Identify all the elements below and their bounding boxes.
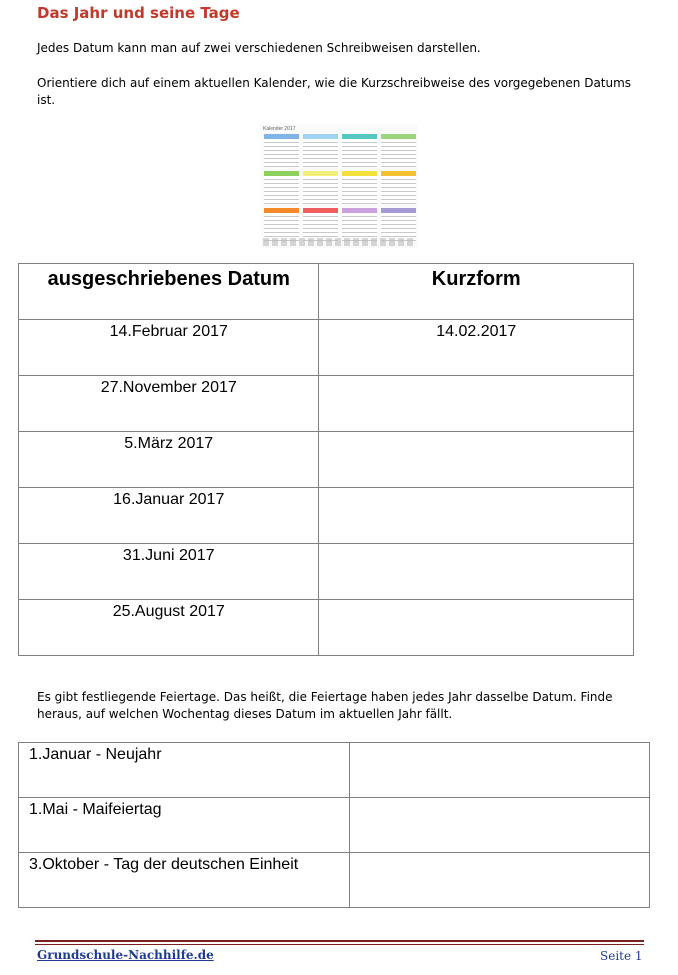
holiday-cell: 3.Oktober - Tag der deutschen Einheit — [19, 853, 350, 908]
calendar-month-block — [342, 171, 377, 204]
footer-site-link[interactable]: Grundschule-Nachhilfe.de — [37, 948, 214, 962]
calendar-month-header — [303, 171, 338, 176]
holiday-cell: 1.Januar - Neujahr — [19, 743, 350, 798]
date-conversion-table — [18, 263, 634, 656]
short-form-cell[interactable] — [319, 600, 634, 656]
calendar-month-block — [303, 134, 338, 167]
intro-paragraph-3 — [37, 689, 637, 723]
calendar-month-block — [264, 208, 299, 241]
calendar-month-header — [381, 171, 416, 176]
calendar-title: Kalender 2017 — [263, 126, 296, 132]
weekday-answer-cell[interactable] — [349, 743, 649, 798]
footer-divider-bottom — [35, 944, 644, 945]
table-row — [19, 432, 634, 488]
calendar-month-header — [342, 134, 377, 139]
written-date-cell: 25.August 2017 — [19, 600, 319, 656]
calendar-month-block — [381, 134, 416, 167]
table-header-row — [19, 264, 634, 320]
short-form-cell[interactable] — [319, 376, 634, 432]
holiday-weekday-table — [18, 742, 650, 908]
written-date-cell: 16.Januar 2017 — [19, 488, 319, 544]
intro-paragraph-3-line-1: Es gibt festliegende Feiertage. Das heißt, die Feiertage haben jedes Jahr dasselbe Datum. Finde — [37, 690, 613, 704]
calendar-month-header — [342, 171, 377, 176]
calendar-month-header — [264, 171, 299, 176]
table-row — [19, 488, 634, 544]
header-short-form: Kurzform — [319, 264, 634, 320]
calendar-month-header — [303, 208, 338, 213]
holiday-cell: 1.Mai - Maifeiertag — [19, 798, 350, 853]
calendar-month-header — [381, 134, 416, 139]
intro-paragraph-2-line-1: Orientiere dich auf einem aktuellen Kalender, wie die Kurzschreibweise des vorgegebenen Datums — [37, 76, 632, 90]
header-written-date: ausgeschriebenes Datum — [19, 264, 319, 320]
footer-page-number: Seite 1 — [600, 949, 643, 963]
calendar-month-header — [381, 208, 416, 213]
calendar-legend — [263, 238, 413, 246]
written-date-cell: 27.November 2017 — [19, 376, 319, 432]
table-row — [19, 376, 634, 432]
calendar-month-block — [264, 171, 299, 204]
calendar-month-block — [303, 171, 338, 204]
calendar-month-header — [264, 134, 299, 139]
intro-paragraph-1: Jedes Datum kann man auf zwei verschiedenen Schreibweisen darstellen. — [37, 41, 481, 55]
calendar-month-block — [381, 208, 416, 241]
intro-paragraph-2 — [37, 75, 637, 109]
calendar-month-block — [342, 208, 377, 241]
page-title: Das Jahr und seine Tage — [37, 4, 240, 22]
written-date-cell: 5.März 2017 — [19, 432, 319, 488]
table-row — [19, 544, 634, 600]
intro-paragraph-3-line-2: heraus, auf welchen Wochentag dieses Datum im aktuellen Jahr fällt. — [37, 707, 453, 721]
weekday-answer-cell[interactable] — [349, 798, 649, 853]
footer-divider-top — [35, 940, 644, 942]
written-date-cell: 14.Februar 2017 — [19, 320, 319, 376]
calendar-month-header — [342, 208, 377, 213]
short-form-cell[interactable] — [319, 544, 634, 600]
table-row — [19, 320, 634, 376]
intro-paragraph-2-line-2: ist. — [37, 93, 56, 107]
calendar-month-block — [303, 208, 338, 241]
written-date-cell: 31.Juni 2017 — [19, 544, 319, 600]
table-row — [19, 798, 650, 853]
calendar-month-header — [303, 134, 338, 139]
table-row — [19, 600, 634, 656]
calendar-thumbnail-image — [261, 124, 418, 248]
weekday-answer-cell[interactable] — [349, 853, 649, 908]
table-row — [19, 743, 650, 798]
short-form-cell[interactable] — [319, 432, 634, 488]
short-form-cell: 14.02.2017 — [319, 320, 634, 376]
calendar-month-header — [264, 208, 299, 213]
short-form-cell[interactable] — [319, 488, 634, 544]
calendar-month-block — [381, 171, 416, 204]
table-row — [19, 853, 650, 908]
calendar-month-block — [342, 134, 377, 167]
calendar-month-block — [264, 134, 299, 167]
